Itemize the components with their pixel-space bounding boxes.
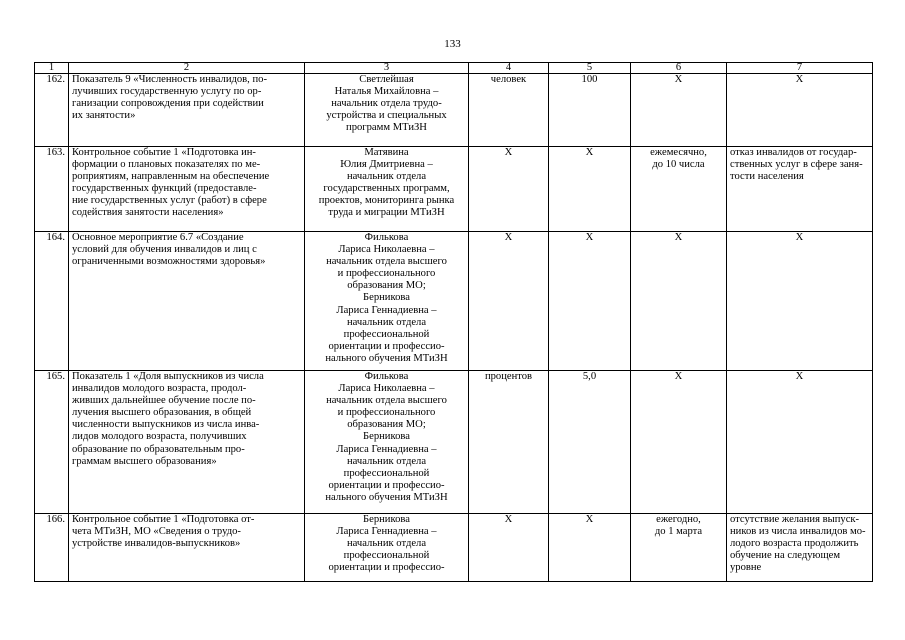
row-unit: человек [469, 74, 549, 147]
header-cell: 1 [35, 63, 69, 74]
row-period [631, 371, 727, 514]
row-responsible-line: профессиональной [343, 328, 430, 340]
row-responsible-line: программ МТиЗН [346, 122, 427, 134]
row-name-line: граммам высшего образования» [72, 455, 217, 467]
row-note-line: X [795, 371, 804, 382]
row-name-line: численности выпускников из числа инва- [72, 419, 260, 431]
header-cell: 3 [305, 63, 469, 74]
row-value: X [549, 232, 631, 371]
row-period-line: X [674, 232, 683, 243]
table-row [35, 147, 873, 232]
row-responsible-line: проектов, мониторинга рынка [318, 195, 455, 207]
row-name-line: условий для обучения инвалидов и лиц с [72, 244, 257, 256]
row-name-line: Контрольное событие 1 «Подготовка ин- [72, 147, 256, 158]
row-note-line: X [795, 74, 804, 85]
row-period-line: X [674, 74, 683, 85]
row-responsible-line: начальник отдела трудо- [331, 98, 442, 110]
header-cell: 4 [469, 63, 549, 74]
row-name-line: лидов молодого возраста, получивших [72, 431, 247, 443]
table-row [35, 371, 873, 514]
row-period-line: до 10 числа [652, 159, 705, 171]
row-period-line: до 1 марта [654, 526, 703, 538]
table-body [35, 74, 873, 582]
row-value: X [549, 514, 631, 582]
row-responsible-line: начальник отдела [346, 171, 427, 183]
row-note-line: ников из числа инвалидов мо- [730, 526, 866, 538]
row-name-line: Показатель 9 «Численность инвалидов, по- [72, 74, 267, 85]
row-note [727, 371, 873, 514]
row-responsible-line: Лариса Николаевна – [338, 244, 435, 256]
row-note [727, 232, 873, 371]
row-responsible-line: начальник отдела высшего [326, 256, 447, 268]
row-responsible-line: государственных программ, [323, 183, 450, 195]
row-name-line: инвалидов молодого возраста, продол- [72, 383, 247, 395]
row-value: X [549, 147, 631, 232]
row-responsible [305, 74, 469, 147]
row-period-line: ежегодно, [656, 514, 701, 525]
row-responsible-line: начальник отдела [346, 316, 427, 328]
row-period [631, 74, 727, 147]
row-name [69, 371, 305, 514]
row-number: 162. [35, 74, 69, 147]
row-period [631, 147, 727, 232]
row-value: 5,0 [549, 371, 631, 514]
header-cell: 7 [727, 63, 873, 74]
table-row [35, 74, 873, 147]
header-cell: 2 [69, 63, 305, 74]
row-responsible-line: Филькова [364, 371, 409, 382]
table-row [35, 232, 873, 371]
plan-table [34, 62, 873, 582]
row-responsible-line: нального обучения МТиЗН [325, 352, 448, 364]
row-name-line: содействия занятости населения» [72, 207, 224, 219]
row-name-line: государственных функций (предоставле- [72, 183, 257, 195]
page-number: 133 [444, 38, 461, 50]
row-unit: X [469, 147, 549, 232]
row-responsible-line: устройства и специальных [326, 110, 447, 122]
row-responsible-line: Берникова [363, 514, 410, 525]
header-cell: 6 [631, 63, 727, 74]
row-name-line: Основное мероприятие 6.7 «Создание [72, 232, 244, 243]
row-name-line: лучения высшего образования, в общей [72, 407, 252, 419]
row-responsible-line: и профессионального [337, 268, 436, 280]
header-cell: 5 [549, 63, 631, 74]
row-responsible-line: Лариса Геннадиевна – [336, 526, 437, 538]
row-note [727, 74, 873, 147]
row-name-line: живших дальнейшее обучение после по- [72, 395, 256, 407]
row-responsible [305, 371, 469, 514]
row-period [631, 232, 727, 371]
row-note [727, 147, 873, 232]
row-responsible [305, 147, 469, 232]
row-note-line: ственных услуг в сфере заня- [730, 159, 863, 171]
row-name-line: формации о плановых показателях по ме- [72, 159, 261, 171]
row-number: 166. [35, 514, 69, 582]
row-responsible-line: Лариса Геннадиевна – [336, 304, 437, 316]
row-note-line: лодого возраста продолжить [730, 538, 859, 550]
row-responsible-line: труда и миграции МТиЗН [328, 207, 445, 219]
row-note-line: обучение на следующем [730, 550, 841, 562]
row-responsible-line: начальник отдела [346, 455, 427, 467]
row-responsible-line: образования МО; [347, 280, 426, 292]
row-note-line: уровне [730, 562, 762, 574]
row-name-line: Показатель 1 «Доля выпускников из числа [72, 371, 264, 382]
row-responsible-line: Наталья Михайловна – [334, 86, 439, 98]
row-responsible-line: ориентации и профессио- [328, 479, 445, 491]
row-note-line: X [795, 232, 804, 243]
row-name-line: их занятости» [72, 110, 136, 122]
row-name-line: ганизации сопровождения при содействии [72, 98, 264, 110]
row-responsible [305, 514, 469, 582]
row-responsible-line: начальник отдела высшего [326, 395, 447, 407]
table-row [35, 514, 873, 582]
row-unit: процентов [469, 371, 549, 514]
row-name-line: ние государственных услуг (работ) в сфере [72, 195, 267, 207]
row-name [69, 232, 305, 371]
row-responsible-line: ориентации и профессио- [328, 340, 445, 352]
row-period-line: ежемесячно, [650, 147, 707, 158]
row-name-line: чета МТиЗН, МО «Сведения о трудо- [72, 526, 241, 538]
row-responsible-line: образования МО; [347, 419, 426, 431]
row-responsible-line: ориентации и профессио- [328, 562, 445, 574]
row-responsible-line: Матявина [364, 147, 409, 158]
row-name-line: роприятиям, направленным на обеспечение [72, 171, 270, 183]
row-responsible-line: Филькова [364, 232, 409, 243]
row-responsible [305, 232, 469, 371]
row-unit: X [469, 232, 549, 371]
row-period [631, 514, 727, 582]
row-number: 165. [35, 371, 69, 514]
row-name [69, 147, 305, 232]
row-name [69, 514, 305, 582]
row-responsible-line: и профессионального [337, 407, 436, 419]
row-responsible-line: профессиональной [343, 550, 430, 562]
row-name-line: лучивших государственную услугу по ор- [72, 86, 262, 98]
row-responsible-line: Лариса Николаевна – [338, 383, 435, 395]
row-note-line: тости населения [730, 171, 804, 183]
row-name-line: образование по образовательным про- [72, 443, 245, 455]
row-responsible-line: Лариса Геннадиевна – [336, 443, 437, 455]
row-responsible-line: Светлейшая [359, 74, 414, 85]
row-number: 163. [35, 147, 69, 232]
row-name-line: ограниченными возможностями здоровья» [72, 256, 266, 268]
row-value: 100 [549, 74, 631, 147]
row-name-line: Контрольное событие 1 «Подготовка от- [72, 514, 255, 525]
row-note [727, 514, 873, 582]
row-number: 164. [35, 232, 69, 371]
row-note-line: отсутствие желания выпуск- [730, 514, 860, 525]
header-row [35, 63, 873, 74]
row-responsible-line: нального обучения МТиЗН [325, 491, 448, 503]
row-name-line: устройстве инвалидов-выпускников» [72, 538, 241, 550]
row-responsible-line: Берникова [363, 292, 410, 304]
row-name [69, 74, 305, 147]
row-unit: X [469, 514, 549, 582]
row-responsible-line: профессиональной [343, 467, 430, 479]
row-note-line: отказ инвалидов от государ- [730, 147, 857, 158]
row-responsible-line: Берникова [363, 431, 410, 443]
row-period-line: X [674, 371, 683, 382]
row-responsible-line: Юлия Дмитриевна – [340, 159, 433, 171]
row-responsible-line: начальник отдела [346, 538, 427, 550]
